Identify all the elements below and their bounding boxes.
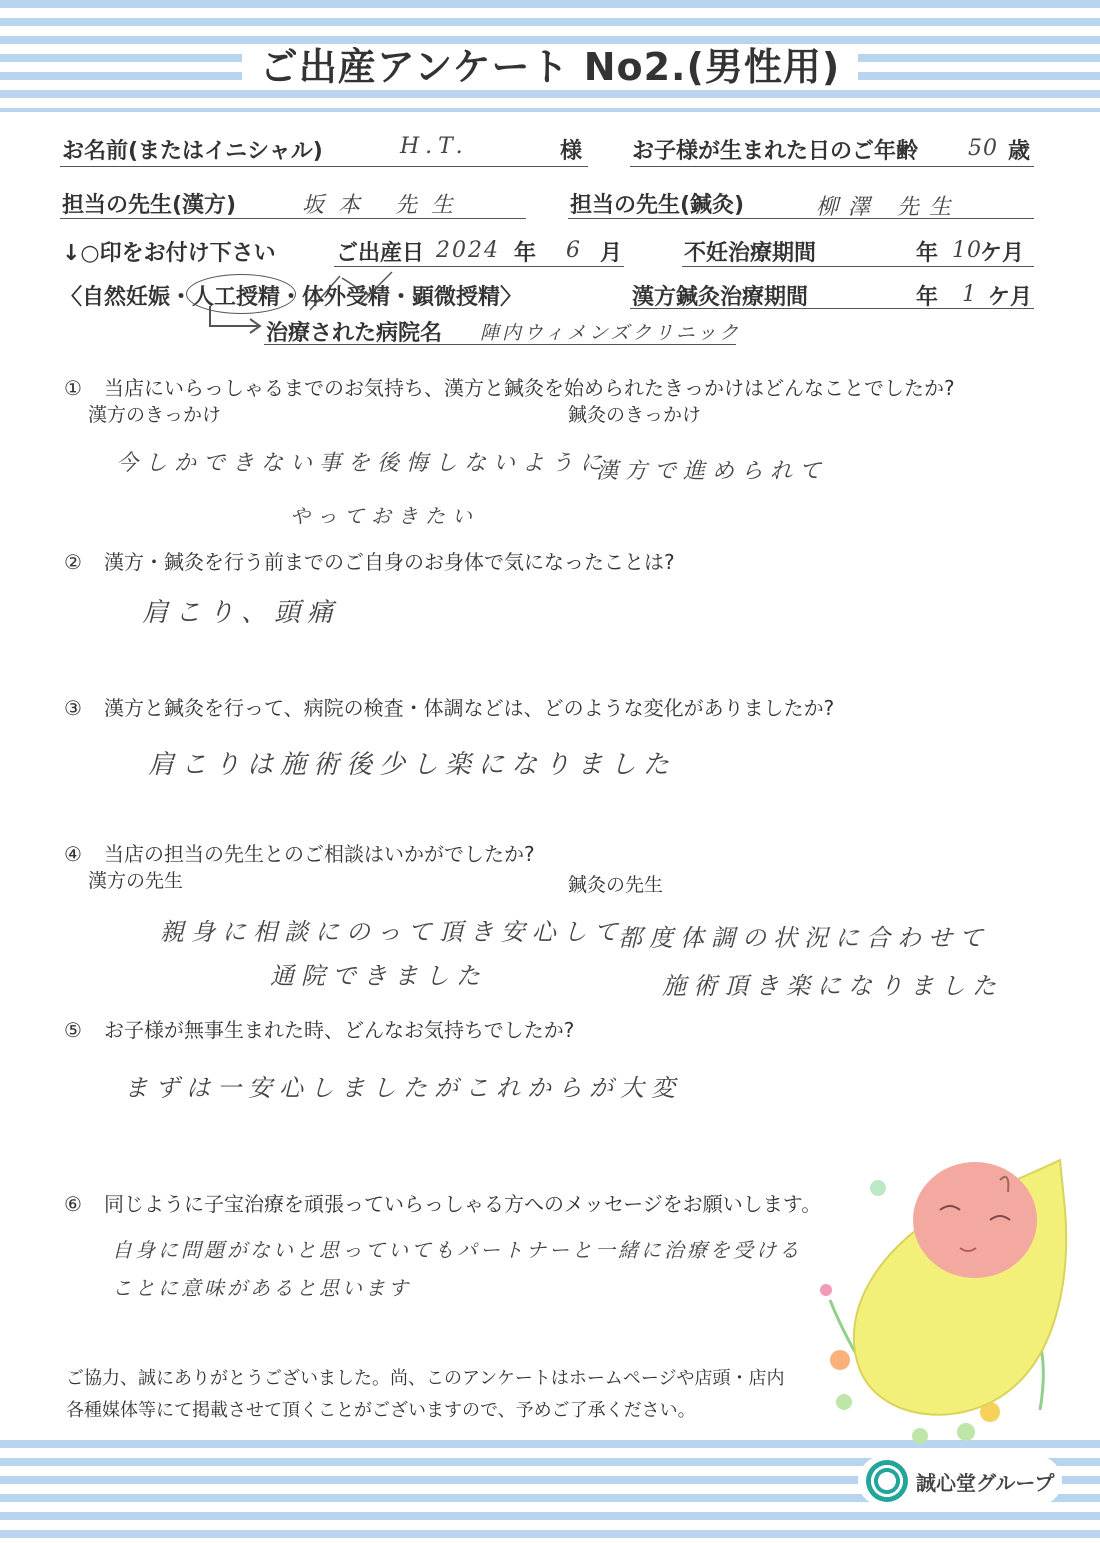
strike-mark	[300, 266, 410, 316]
q4-kampo-answer-line-1: 親身に相談にのって頂き安心して	[160, 918, 625, 946]
acu-teacher-value: 柳澤 先生	[816, 195, 961, 220]
brand-logo	[858, 1456, 1062, 1506]
treatment-month-unit: ケ月	[988, 285, 1033, 310]
question-3: ③ 漢方と鍼灸を行って、病院の検査・体調などは、どのような変化がありましたか?	[64, 696, 835, 720]
birth-date-label: ご出産日	[336, 241, 425, 266]
infertility-year-unit: 年	[916, 241, 939, 266]
q6-answer-line-1: 自身に問題がないと思っていてもパートナーと一緒に治療を受ける	[112, 1238, 802, 1262]
infertility-label: 不妊治療期間	[684, 241, 817, 266]
question-2: ② 漢方・鍼灸を行う前までのご自身のお身体で気になったことは?	[64, 550, 675, 574]
q4-acu-subheading: 鍼灸の先生	[568, 874, 664, 896]
kampo-teacher-underline	[60, 218, 526, 219]
name-value: H.T.	[400, 134, 469, 159]
q4-kampo-subheading: 漢方の先生	[88, 870, 184, 892]
kampo-teacher-value: 坂本 先生	[302, 193, 467, 218]
q1-acu-subheading: 鍼灸のきっかけ	[568, 404, 702, 426]
age-underline	[630, 166, 1034, 167]
q4-acu-answer-line-1: 都度体調の状況に合わせて	[618, 924, 990, 952]
name-suffix: 様	[560, 139, 583, 164]
q4-kampo-answer-line-2: 通院できました	[270, 962, 487, 990]
name-underline	[60, 166, 588, 167]
birth-year: 2024	[436, 238, 500, 263]
brand-name: 誠心堂グループ	[916, 1470, 1055, 1495]
birth-month: 6	[566, 238, 586, 263]
q4-acu-answer-line-2: 施術頂き楽になりました	[662, 972, 1003, 1000]
age-label: お子様が生まれた日のご年齢	[632, 139, 919, 164]
q1-acu-answer: 漢方で進められて	[596, 459, 829, 484]
page-title: ご出産アンケート No2.(男性用)	[0, 36, 1100, 91]
hospital-arrow	[200, 306, 270, 336]
hospital-label: 治療された病院名	[266, 321, 443, 346]
seishindo-logo-icon	[866, 1460, 908, 1502]
baby-face	[913, 1162, 1037, 1278]
q1-kampo-answer-line-2: やっておきたい	[290, 504, 479, 528]
q1-kampo-answer-line-1: 今しかできない事を後悔しないように	[116, 451, 610, 476]
q5-answer: まずは一安心しましたがこれからが大変	[124, 1074, 682, 1102]
baby-illustration	[790, 1150, 1090, 1450]
q6-answer-line-2: ことに意味があると思います	[112, 1276, 411, 1300]
question-4: ④ 当店の担当の先生とのご相談はいかがでしたか?	[64, 842, 535, 866]
footer-note-line-2: 各種媒体等にて掲載させて頂くことがございますので、予めご了承ください。	[66, 1400, 696, 1421]
question-1: ① 当店にいらっしゃるまでのお気持ち、漢方と鍼灸を始められたきっかけはどんなことでしたか?	[64, 376, 955, 400]
kampo-teacher-label: 担当の先生(漢方)	[62, 193, 237, 218]
treatment-label: 漢方鍼灸治療期間	[632, 285, 809, 310]
footer-note-line-1: ご協力、誠にありがとうございました。尚、このアンケートはホームページや店頭・店内	[66, 1368, 785, 1389]
treatment-underline	[630, 308, 1034, 309]
acu-teacher-underline	[568, 218, 1034, 219]
q3-answer: 肩こりは施術後少し楽になりました	[148, 750, 677, 780]
name-label: お名前(またはイニシャル)	[62, 139, 323, 164]
question-5: ⑤ お子様が無事生まれた時、どんなお気持ちでしたか?	[64, 1018, 575, 1042]
acu-teacher-label: 担当の先生(鍼灸)	[570, 193, 745, 218]
treatment-year-unit: 年	[916, 285, 939, 310]
month-unit: 月	[600, 241, 623, 266]
age-unit: 歳	[1008, 139, 1031, 164]
infertility-underline	[682, 266, 1034, 267]
infertility-month-unit: ケ月	[980, 241, 1025, 266]
q1-kampo-subheading: 漢方のきっかけ	[88, 404, 222, 426]
treatment-months: 1	[962, 282, 982, 307]
question-6: ⑥ 同じように子宝治療を頑張っていらっしゃる方へのメッセージをお願いします。	[64, 1192, 822, 1216]
hospital-underline	[264, 344, 736, 345]
methods-list: 〈自然妊娠・人工授精・体外受精・顕微授精〉	[60, 285, 523, 310]
mark-instruction: ↓○印をお付け下さい	[62, 241, 276, 266]
q2-answer: 肩こり、頭痛	[142, 598, 341, 628]
infertility-months: 10	[952, 238, 982, 263]
age-value: 50	[968, 136, 998, 161]
year-unit: 年	[514, 241, 537, 266]
hospital-value: 陣内ウィメンズクリニック	[480, 322, 742, 344]
